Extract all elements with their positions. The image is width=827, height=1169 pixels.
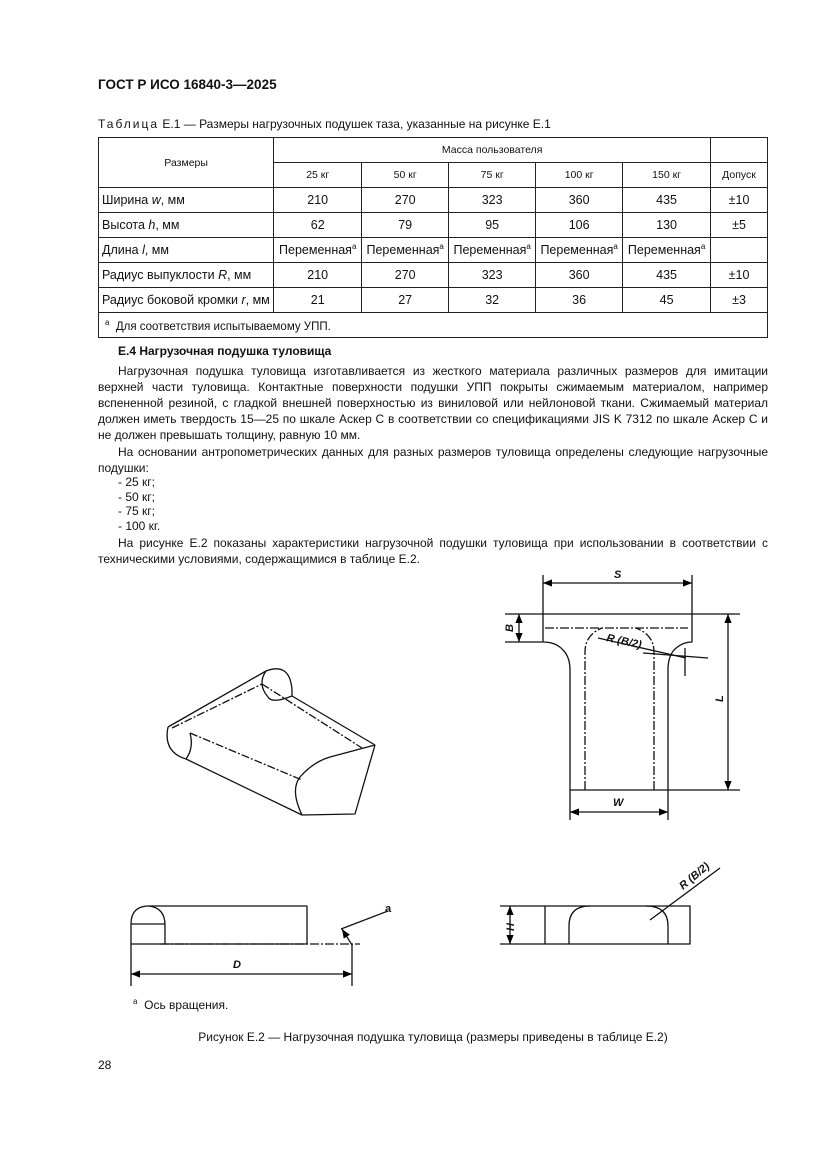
table-cell: 79 [362,213,449,238]
isometric-view [167,669,375,815]
section-title: Е.4 Нагрузочная подушка туловища [118,344,332,358]
table-cell: 62 [274,213,362,238]
col-header-mass: 50 кг [362,163,449,188]
page-number: 28 [98,1058,112,1072]
table-caption-word: Таблица [98,117,160,131]
list-item: - 50 кг; [118,489,155,504]
row-label: Ширина w, мм [99,188,274,213]
figure-note: $^а$ Ось вращения. [133,997,229,1012]
col-header-mass: 100 кг [536,163,623,188]
col-header-mass: 150 кг [623,163,711,188]
table-cell: 36 [536,288,623,313]
table-cell: 32 [449,288,536,313]
col-header-mass-group: Масса пользователя [274,138,711,163]
table-cell: Переменная$^a$ [623,238,711,263]
table-cell: 270 [362,263,449,288]
table-cell: 130 [623,213,711,238]
label-h: H [505,923,517,931]
table-cell: 106 [536,213,623,238]
col-header-tolerance: Допуск [711,163,768,188]
paragraph-3: На рисунке Е.2 показаны характеристики нагрузочной подушки туловища при использовании в соответствии с техническими условиями, содержащимися в таблице Е.2. [98,536,768,566]
list-item: - 75 кг; [118,504,155,518]
row-label: Длина l, мм [99,238,274,263]
table-cell: Переменная$^a$ [362,238,449,263]
table-footnote: $^а$ Для соответствия испытываемому УПП. [99,313,768,338]
label-b: B [504,624,516,632]
table-cell: Переменная$^a$ [274,238,362,263]
col-header-mass: 25 кг [274,163,362,188]
tolerance-cell: ±10 [711,263,768,288]
tolerance-cell: ±3 [711,288,768,313]
table-caption-text: Е.1 — Размеры нагрузочных подушек таза, указанные на рисунке Е.1 [159,117,551,131]
label-r-top: R (B/2) [605,632,643,652]
side-view [131,906,388,986]
col-header-sizes: Размеры [99,138,274,188]
table-cell: 210 [274,263,362,288]
table-cell: 210 [274,188,362,213]
label-l: L [714,695,726,702]
table-cell: 95 [449,213,536,238]
label-a: a [385,903,392,915]
label-w: W [613,797,624,809]
label-r-side: R (B/2) [677,860,713,893]
table-cell: Переменная$^a$ [449,238,536,263]
col-header-mass: 75 кг [449,163,536,188]
table-cell: 323 [449,188,536,213]
paragraph-1: Нагрузочная подушка туловища изготавливается из жесткого материала различных размеров для имитации верхней части туловища. Контактные поверхности подушки УПП покрыты сжимаемым материалом, например вспененной резиной, с гладкой внешней поверхностью из виниловой или нейлоновой ткани. Сжимаемый материал должен иметь твердость 15—25 по шкале Аскер С в соответствии со спецификациями JIS K 7312 по шкале Аскер С и не должен превышать толщину, равную 10 мм. [98,364,768,442]
table-cell: 360 [536,263,623,288]
document-header: ГОСТ Р ИСО 16840-3—2025 [98,77,277,92]
table-cell: 323 [449,263,536,288]
table-cell: 435 [623,188,711,213]
table-cell: Переменная$^a$ [536,238,623,263]
tolerance-cell: ±10 [711,188,768,213]
list-item: - 100 кг. [118,518,161,533]
table-cell: 360 [536,188,623,213]
table-cell: 45 [623,288,711,313]
front-view [505,575,740,820]
paragraph-2: На основании антропометрических данных для разных размеров туловища определены следующие нагрузочные подушки: [98,445,768,475]
row-label: Высота h, мм [99,213,274,238]
table-cell: 435 [623,263,711,288]
table-cell: 270 [362,188,449,213]
table-cell: 21 [274,288,362,313]
label-d: D [233,959,241,971]
list-item: - 25 кг; [118,475,155,489]
figure-caption: Рисунок Е.2 — Нагрузочная подушка туловища (размеры приведены в таблице Е.2) [198,1030,668,1044]
tolerance-cell: ±5 [711,213,768,238]
label-s: S [614,569,622,581]
table-cell: 27 [362,288,449,313]
row-label: Радиус боковой кромки r, мм [99,288,274,313]
row-label: Радиус выпуклости R, мм [99,263,274,288]
